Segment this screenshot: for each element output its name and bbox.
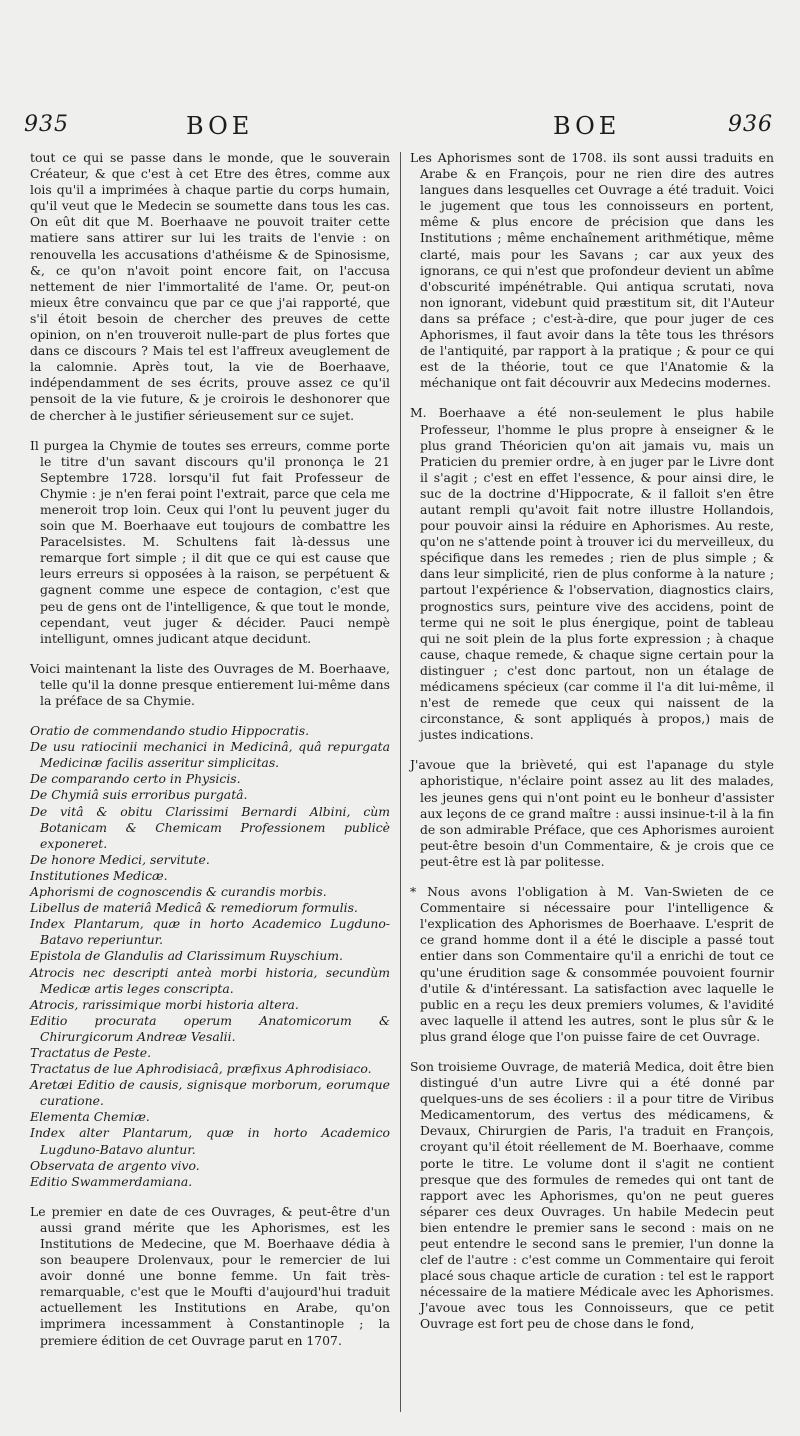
work-item: Editio procurata operum Anatomicorum & Chirurgicorum Andreæ Vesalii. — [30, 1012, 390, 1044]
work-item: De comparando certo in Physicis. — [30, 771, 241, 787]
work-item: De honore Medici, servitute. — [30, 851, 210, 867]
right-running-head: BOE — [553, 112, 621, 140]
work-item: Atrocis nec descripti anteà morbi historia, secundùm Medicæ artis leges conscripta. — [30, 964, 390, 996]
work-item: Epistola de Glandulis ad Clarissimum Ruyschium. — [30, 948, 343, 964]
work-item: Atrocis, rarissimique morbi historia altera. — [30, 996, 299, 1012]
left-paragraph-1: tout ce qui se passe dans le monde, que le souverain Créateur, & que c'est à cet Etre des êtres, comme aux lois qu'il a imprimées à chaque partie du corps humain, qu'il veut que le Medecin se soumette dans tous les cas. On eût dit que M. Boerhaave ne pouvoit traiter cette matiere sans attirer sur lui les traits de l'envie : on renouvella les accusations d'athéisme & de Spinosisme, &, ce qu'on n'avoit point encore fait, on l'accusa nettement de nier l'immortalité de l'ame. Or, peut-on mieux être convaincu que par ce que j'ai rapporté, que s'il étoit besoin de chercher des preuves de cette opinion, on n'en trouveroit nulle-part de plus fortes que dans ce discours ? Mais tel est l'affreux aveuglement de la calomnie. Après tout, la vie de Boerhaave, indépendamment de ses écrits, prouve assez ce qu'il pensoit de la vie future, & je croirois le deshonorer que de chercher à le justifier sérieusement sur ce sujet. — [30, 150, 390, 423]
work-item: De usu ratiocinii mechanici in Medicinâ, quâ repurgata Medicinæ facilis asseritur simplicitas. — [30, 739, 390, 771]
right-page-number: 936 — [728, 112, 773, 137]
work-item: De Chymiâ suis erroribus purgatâ. — [30, 787, 248, 803]
left-paragraph-4: Le premier en date de ces Ouvrages, & peut-être d'un aussi grand mérite que les Aphorismes, est les Institutions de Medecine, que M. Boerhaave dédia à son beaupere Drolenvaux, pour le remercier de lui avoir donné une bonne femme. Un fait très-remarquable, c'est que le Moufti d'aujourd'hui traduit actuellement les Institutions en Arabe, qu'on imprimera incessamment à Constantinople ; la premiere édition de cet Ouvrage parut en 1707. — [30, 1203, 390, 1348]
work-item: Index alter Plantarum, quæ in horto Academico Lugduno-Batavo aluntur. — [30, 1125, 390, 1157]
work-item: Institutiones Medicæ. — [30, 867, 168, 883]
right-column — [410, 150, 774, 1347]
work-item: Libellus de materiâ Medicâ & remediorum formulis. — [30, 900, 358, 916]
work-item: Tractatus de Peste. — [30, 1044, 152, 1060]
work-item: De vitâ & obitu Clarissimi Bernardi Albini, cùm Botanicam & Chemicam Professionem publicè exponeret. — [30, 803, 390, 851]
work-item: Oratio de commendando studio Hippocratis. — [30, 723, 310, 739]
left-page-number: 935 — [24, 112, 69, 137]
left-running-head: BOE — [186, 112, 254, 140]
work-item: Aphorismi de cognoscendis & curandis morbis. — [30, 884, 327, 900]
right-paragraph-5: Son troisieme Ouvrage, de materiâ Medica, doit être bien distingué d'un autre Livre qui a été donné par quelques-uns de ses écoliers : il a pour titre de Viribus Medicamentorum, des vertus des médicamens, & Devaux, Chirurgien de Paris, l'a traduit en François, croyant qu'il étoit réellement de M. Boerhaave, comme porte le titre. Le volume dont il s'agit ne contient presque que des formules de remedes qui ont tant de rapport avec les Aphorismes, qu'on ne peut gueres séparer ces deux Ouvrages. Un habile Medecin peut bien entendre le premier sans le second : mais on ne peut entendre le second sans le premier, l'un donne la clef de l'autre : c'est comme un Commentaire qui feroit placé sous chaque article de curation : tel est le rapport nécessaire de la matiere Médicale avec les Aphorismes. J'avoue avec tous les Connoisseurs, que ce petit Ouvrage est fort peu de chose dans le fond, — [410, 1058, 774, 1332]
right-paragraph-1: Les Aphorismes sont de 1708. ils sont aussi traduits en Arabe & en François, pour ne rien dire des autres langues dans lesquelles cet Ouvrage a été traduit. Voici le jugement que tous les connoisseurs en portent, même & plus encore de précision que dans les Institutions ; même enchaînement arithmétique, même clarté, mais pour les Savans ; car aux yeux des ignorans, ce qui n'est que profondeur devient un abîme d'obscurité impénétrable. Qui antiqua scrutati, nova non ignorant, videbunt quid præstitum sit, dit l'Auteur dans sa préface ; c'est-à-dire, que pour juger de ces Aphorismes, il faut avoir dans la tête tous les thrésors de l'antiquité, par rapport à la pratique ; & pour ce qui est de la théorie, tout ce que l'Anatomie & la méchanique ont fait découvrir aux Medecins modernes. — [410, 150, 774, 391]
works-list — [30, 723, 390, 1190]
work-item: Elementa Chemiæ. — [30, 1109, 150, 1125]
work-item: Aretæi Editio de causis, signisque morborum, eorumque curatione. — [30, 1077, 390, 1109]
left-paragraph-2: Il purgea la Chymie de toutes ses erreurs, comme porte le titre d'un savant discours qu'il prononça le 21 Septembre 1728. lorsqu'il fut fait Professeur de Chymie : je n'en ferai point l'extrait, parce que cela me meneroit trop loin. Ceux qui l'ont lu peuvent juger du soin que M. Boerhaave eut toujours de combattre les Paracelsistes. M. Schultens fait là-dessus une remarque fort simple ; il dit que ce qui est cause que leurs erreurs si opposées à la raison, se perpétuent & gagnent comme une espece de contagion, c'est que peu de gens ont de l'intelligence, & que tout le monde, cependant, veut juger & décider. Pauci nempè intelligunt, omnes judicant atque decidunt. — [30, 437, 390, 646]
work-item: Editio Swammerdamiana. — [30, 1173, 193, 1189]
right-paragraph-4: * Nous avons l'obligation à M. Van-Swieten de ce Commentaire si nécessaire pour l'intelligence & l'explication des Aphorismes de Boerhaave. L'esprit de ce grand homme dont il a été le disciple a passé tout entier dans son Commentaire qu'il a enrichi de tout ce qu'une érudition sage & consommée pouvoient fournir d'utile & d'intéressant. La satisfaction avec laquelle le public en a reçu les deux premiers volumes, & l'avidité avec laquelle il attend les autres, sont le plus sûr & le plus grand éloge que l'on puisse faire de cet Ouvrage. — [410, 884, 774, 1044]
work-item: Tractatus de lue Aphrodisiacâ, præfixus Aphrodisiaco. — [30, 1061, 372, 1077]
work-item: Observata de argento vivo. — [30, 1157, 200, 1173]
left-paragraph-3: Voici maintenant la liste des Ouvrages de M. Boerhaave, telle qu'il la donne presque entierement lui-même dans la préface de sa Chymie. — [30, 660, 390, 708]
left-column — [30, 150, 390, 1363]
work-item: Index Plantarum, quæ in horto Academico Lugduno-Batavo reperiuntur. — [30, 916, 390, 948]
right-paragraph-2: M. Boerhaave a été non-seulement le plus habile Professeur, l'homme le plus propre à enseigner & le plus grand Théoricien qu'on ait jamais vu, mais un Praticien du premier ordre, à en juger par le Livre dont il s'agit ; c'est en effet l'essence, & pour ainsi dire, le suc de la doctrine d'Hippocrate, & il falloit s'en être autant rempli qu'avoit fait notre illustre Hollandois, pour pouvoir ainsi la réduire en Aphorismes. Au reste, qu'on ne s'attende point à trouver ici du merveilleux, du spécifique dans les remedes ; rien de plus simple ; & dans leur simplicité, rien de plus conforme à la nature ; partout l'expérience & l'observation, diagnostics clairs, prognostics surs, peinture vive des accidens, point de terme qui ne soit le plus énergique, point de tableau qui ne soit plein de la plus forte expression ; à chaque cause, chaque remede, & chaque signe certain pour la distinguer ; c'est donc partout, non un étalage de médicamens spécieux (car comme il l'a dit lui-même, il n'est de remede que ceux qui naissent de la circonstance, & sont appliqués à propos,) mais de justes indications. — [410, 405, 774, 743]
column-divider — [400, 152, 401, 1412]
right-paragraph-3: J'avoue que la brièveté, qui est l'apanage du style aphoristique, n'éclaire point assez au lit des malades, les jeunes gens qui n'ont point eu le bonheur d'assister aux leçons de ce grand maître : aussi insinue-t-il à la fin de son admirable Préface, que ces Aphorismes auroient peut-être besoin d'un Commentaire, & je crois que ce peut-être est là par politesse. — [410, 757, 774, 869]
